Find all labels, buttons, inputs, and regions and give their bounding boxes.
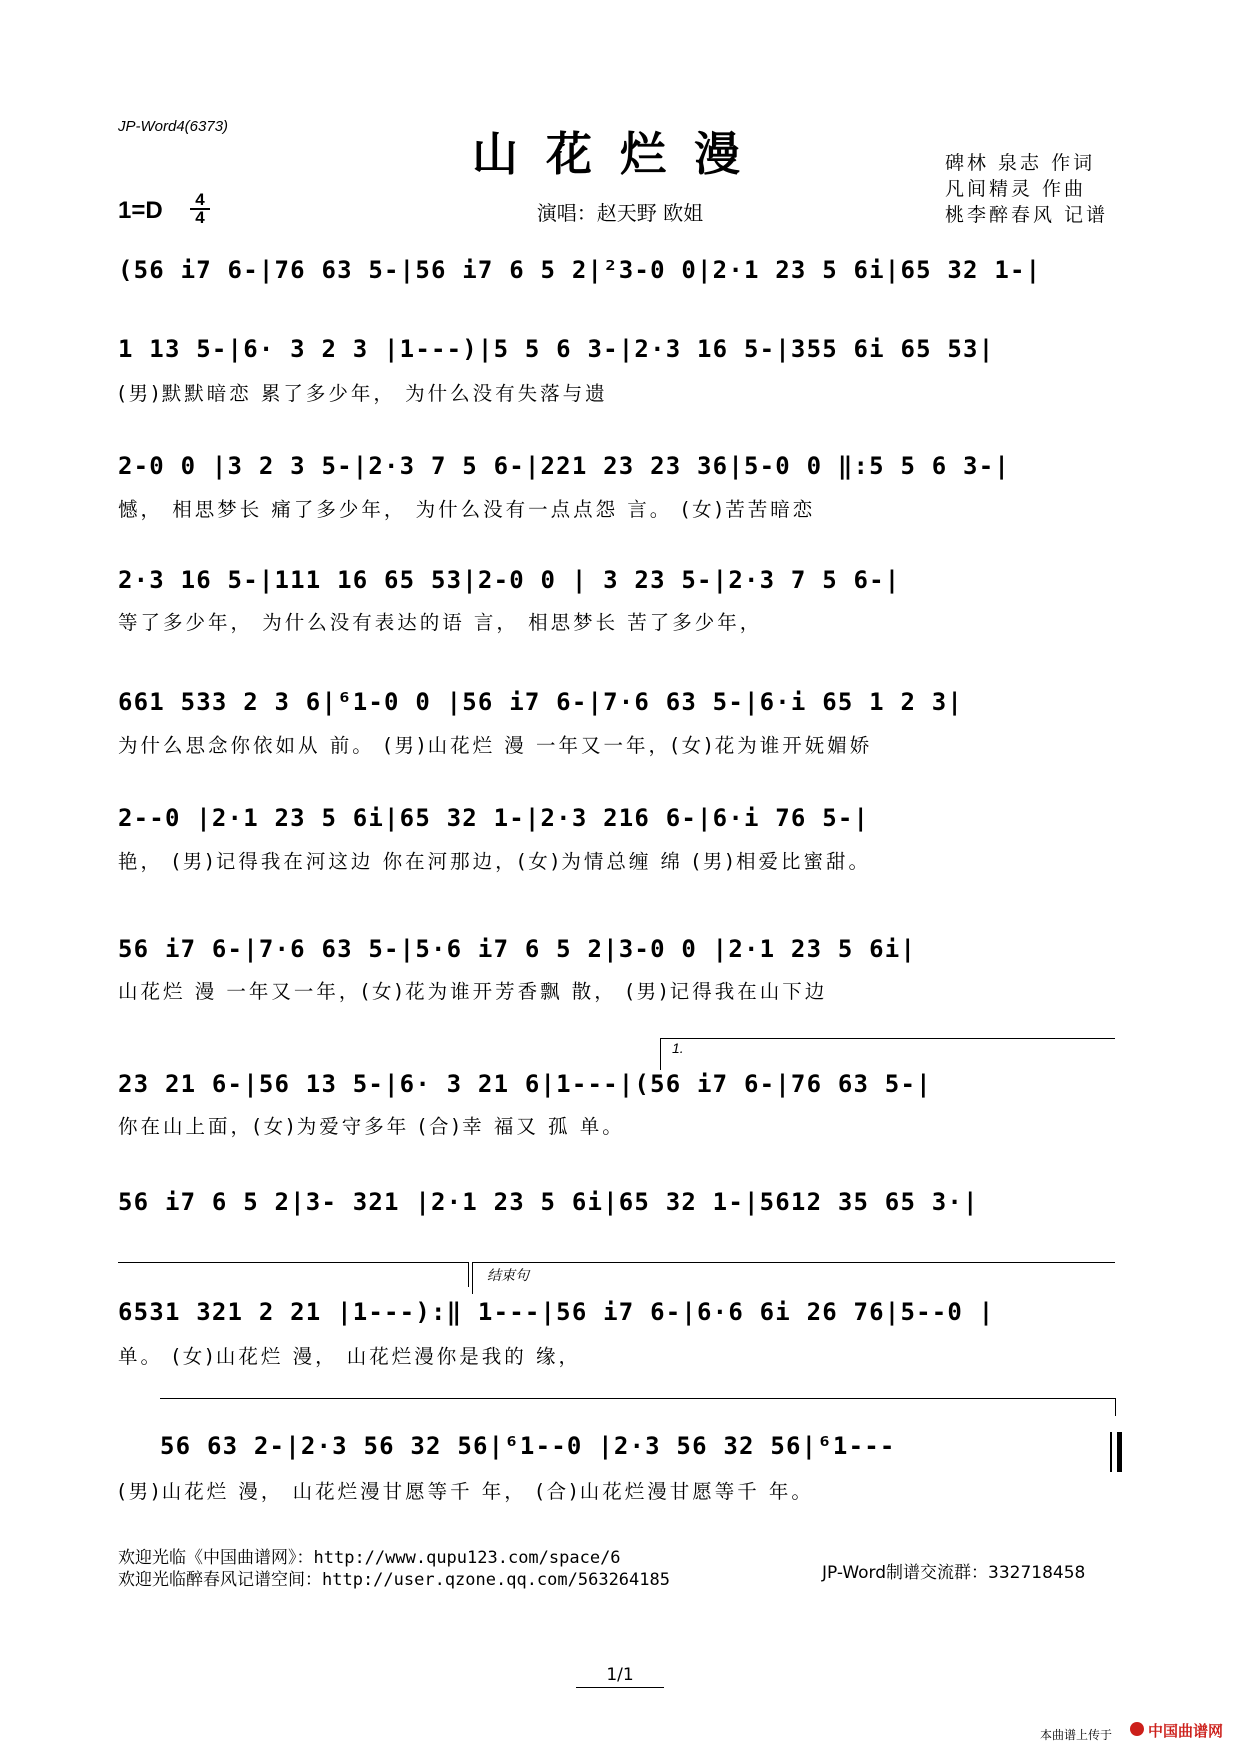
ending-section-continuation (160, 1398, 1115, 1399)
exchange-group: JP-Word制谱交流群：332718458 (822, 1563, 1086, 1583)
lyrics-row: 憾， 相思梦长 痛了多少年， 为什么没有一点点怨 言。 (女)苦苦暗恋 (118, 498, 816, 521)
notation-row: 23 21 6-|56 13 5-|6· 3 21 6|1---|(56 i7 6-|76 63 5-| (118, 1070, 932, 1098)
notation-row: 56 i7 6-|7·6 63 5-|5·6 i7 6 5 2|3-0 0 |2·1 23 5 6i| (118, 935, 917, 963)
credits (945, 150, 1108, 228)
lyrics-row: (男)山花烂 漫， 山花烂漫甘愿等千 年， (合)山花烂漫甘愿等千 年。 (118, 1480, 814, 1503)
brand-logo-icon (1130, 1722, 1144, 1736)
notation-row: 661 533 2 3 6|⁶1-0 0 |56 i7 6-|7·6 63 5-|6·i 65 1 2 3| (118, 688, 964, 716)
composer-credit: 凡间精灵 作曲 (945, 178, 1087, 200)
brand-name[interactable]: 中国曲谱网 (1148, 1722, 1224, 1740)
notation-row: 2--0 |2·1 23 5 6i|65 32 1-|2·3 216 6-|6·i 76 5-| (118, 804, 870, 832)
upload-note: 本曲谱上传于 (1040, 1728, 1113, 1742)
first-ending-continuation (118, 1262, 468, 1263)
footer-link-qupu[interactable]: 欢迎光临《中国曲谱网》：http://www.qupu123.com/space/6 (118, 1548, 621, 1568)
first-ending-bracket (660, 1038, 1115, 1039)
lyrics-row: 你在山上面，(女)为爱守多年 (合)幸 福又 孤 单。 (118, 1115, 625, 1138)
notation-row: 2·3 16 5-|111 16 65 53|2-0 0 | 3 23 5-|2·3 7 5 6-| (118, 566, 901, 594)
footer-links (118, 1547, 670, 1591)
ending-section-bracket (472, 1262, 1115, 1263)
key-signature: 1=D (118, 197, 163, 224)
lyrics-row: 为什么思念你依如从 前。 (男)山花烂 漫 一年又一年，(女)花为谁开妩媚娇 (118, 734, 873, 757)
final-barline-thick (1117, 1432, 1122, 1472)
lyrics-row: (男)默默暗恋 累了多少年， 为什么没有失落与遗 (118, 382, 608, 405)
page-number-text: 1/1 (576, 1665, 663, 1688)
ending-section-tick (472, 1262, 473, 1294)
page-number (0, 1665, 1240, 1688)
time-signature-bottom: 4 (195, 208, 205, 227)
ending-section-label: 结束句 (487, 1267, 529, 1283)
time-signature (190, 192, 210, 226)
notation-row: (56 i7 6-|76 63 5-|56 i7 6 5 2|²3-0 0|2·1 23 5 6i|65 32 1-| (118, 256, 1042, 284)
notation-row: 1 13 5-|6· 3 2 3 |1---)|5 5 6 3-|2·3 16 5-|355 6i 65 53| (118, 335, 995, 363)
first-ending-bracket-tick (660, 1038, 661, 1070)
lyrics-row: 艳， (男)记得我在河这边 你在河那边，(女)为情总缠 绵 (男)相爱比蜜甜。 (118, 850, 871, 873)
notation-row: 6531 321 2 21 |1---):‖ 1---|56 i7 6-|6·6 6i 26 76|5--0 | (118, 1298, 995, 1326)
first-ending-end-tick (468, 1262, 469, 1287)
time-signature-top: 4 (190, 192, 210, 210)
song-title: 山花烂漫 (472, 127, 768, 181)
software-version: JP-Word4(6373) (118, 118, 229, 135)
footer-link-qzone[interactable]: 欢迎光临醉春风记谱空间：http://user.qzone.qq.com/563264185 (118, 1570, 670, 1590)
lyrics-row: 单。 (女)山花烂 漫， 山花烂漫你是我的 缘， (118, 1345, 582, 1368)
lyricist-credit: 碑林 泉志 作词 (945, 152, 1096, 174)
singer-info: 演唱：赵天野 欧姐 (536, 201, 704, 225)
lyrics-row: 等了多少年， 为什么没有表达的语 言， 相思梦长 苦了多少年， (118, 611, 763, 634)
notation-row: 2-0 0 |3 2 3 5-|2·3 7 5 6-|221 23 23 36|5-0 0 ‖:5 5 6 3-| (118, 452, 1011, 480)
ending-section-end-tick (1115, 1398, 1116, 1416)
lyrics-row: 山花烂 漫 一年又一年，(女)花为谁开芳香飘 散， (男)记得我在山下边 (118, 980, 828, 1003)
notation-row: 56 i7 6 5 2|3- 321 |2·1 23 5 6i|65 32 1-|5612 35 65 3·| (118, 1188, 979, 1216)
notation-row: 56 63 2-|2·3 56 32 56|⁶1--0 |2·3 56 32 56|⁶1--- (160, 1432, 896, 1460)
transcriber-credit: 桃李醉春风 记谱 (945, 204, 1109, 226)
first-ending-label: 1. (672, 1040, 684, 1056)
final-barline-thin (1110, 1432, 1112, 1472)
